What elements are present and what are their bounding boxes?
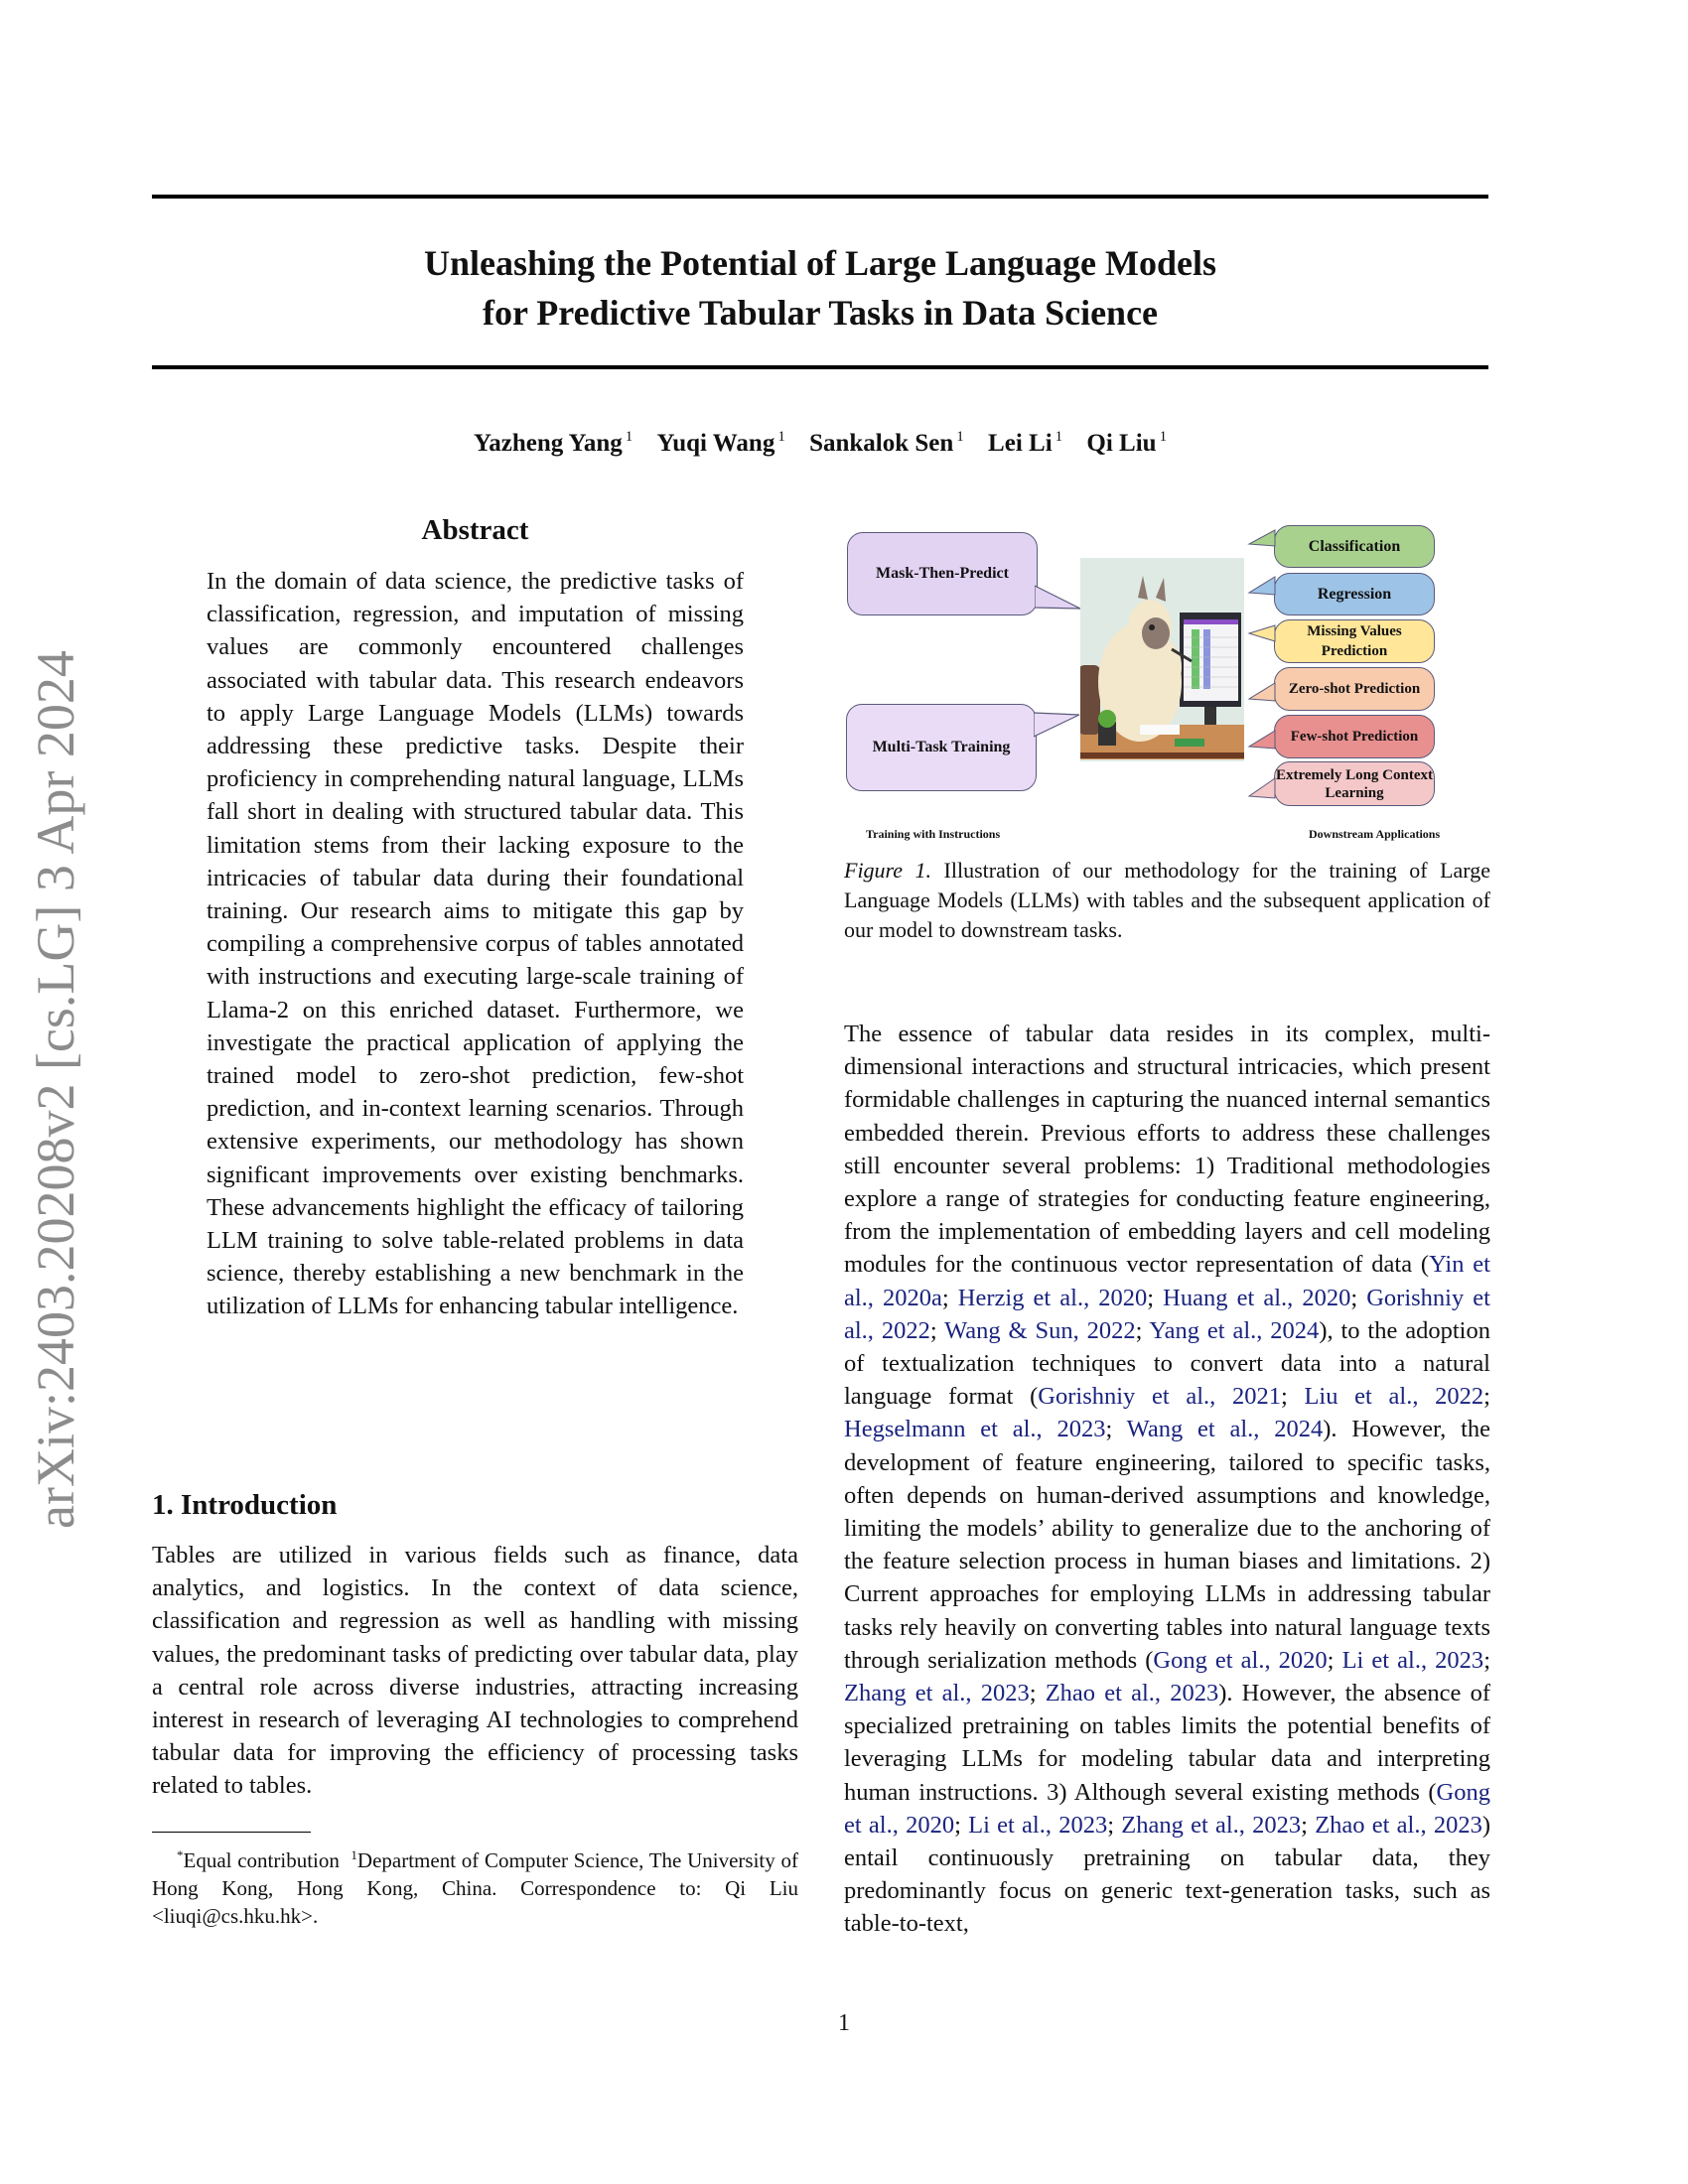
title-rule-top <box>152 195 1488 199</box>
introduction-heading: 1. Introduction <box>152 1489 338 1521</box>
citation-link[interactable]: Li et al., 2023 <box>968 1811 1108 1839</box>
multi-task-training-box: Multi-Task Training <box>846 704 1037 791</box>
abstract-text: In the domain of data science, the predictive tasks of classification, regression, and imputation of missing values are commonly encountered challenges associated with tabular data. This research endeavors to apply Large Language Models (LLMs) towards addressing these predictive tasks. Despite their proficiency in comprehending natural language, LLMs fall short in dealing with structured tabular data. This limitation stems from their lacking exposure to the intricacies of tabular data during their foundational training. Our research aims to mitigate this gap by compiling a comprehensive corpus of tables annotated with instructions and executing large-scale training of Llama-2 on this enriched dataset. Furthermore, we investigate the practical application of applying the trained model to zero-shot prediction, few-shot prediction, and in-context learning scenarios. Through extensive experiments, our methodology has shown significant improvements over existing benchmarks. These advancements highlight the efficacy of tailoring LLM training to solve table-related problems in data science, thereby establishing a new benchmark in the utilization of LLMs for enhancing tabular intelligence. <box>207 568 744 1320</box>
figure-number: Figure 1. <box>844 858 932 883</box>
citation-link[interactable]: Huang et al., 2020 <box>1163 1284 1351 1311</box>
citation-link[interactable]: Gorishniy et al., 2022 <box>844 1284 1490 1344</box>
mask-then-predict-box: Mask-Then-Predict <box>847 532 1038 615</box>
body-text: ; <box>929 1316 945 1344</box>
citation-link[interactable]: Wang & Sun, 2022 <box>944 1316 1136 1344</box>
body-text: ; <box>954 1811 969 1839</box>
citation-link[interactable]: Gorishniy et al., 2021 <box>1038 1383 1281 1411</box>
body-text: ; <box>1350 1284 1367 1311</box>
body-text: ; <box>1105 1416 1127 1443</box>
title-rule-bottom <box>152 365 1488 369</box>
page-number: 1 <box>838 2010 850 2036</box>
body-text: ; <box>1483 1646 1490 1674</box>
downstream-applications-label: Downstream Applications <box>1309 827 1441 841</box>
citation-link[interactable]: Zhang et al., 2023 <box>1121 1811 1302 1839</box>
zero-shot-prediction-box: Zero-shot Prediction <box>1274 667 1435 711</box>
body-text: ; <box>941 1284 958 1311</box>
body-text: ; <box>1147 1284 1164 1311</box>
citation-link[interactable]: Zhang et al., 2023 <box>844 1680 1030 1707</box>
citation-link[interactable]: Gong et al., 2020 <box>1153 1646 1328 1674</box>
body-text: ; <box>1107 1811 1122 1839</box>
bubble-tail-icon <box>1247 772 1277 812</box>
abstract-heading: Abstract <box>421 514 529 546</box>
regression-box: Regression <box>1274 573 1435 615</box>
citation-link[interactable]: Herzig et al., 2020 <box>957 1284 1148 1311</box>
paper-title <box>152 238 1488 338</box>
bubble-tail-icon <box>1247 524 1277 564</box>
citation-link[interactable]: Liu et al., 2022 <box>1304 1383 1484 1411</box>
body-text: ). However, the absence of specialized pretraining on tables limits the potential benefits of leveraging LLMs for modeling tabular data and interpreting human instructions. 3) Although several existing methods ( <box>844 1680 1491 1806</box>
bubble-tail-icon <box>1247 571 1277 611</box>
footnote-rule <box>152 1832 311 1833</box>
bubble-tail-icon <box>1247 723 1277 762</box>
body-text: ; <box>1135 1316 1150 1344</box>
citation-link[interactable]: Hegselmann et al., 2023 <box>844 1416 1106 1443</box>
caption-text: Illustration of our methodology for the training of Large Language Models (LLMs) with tables and the subsequent application of our model to downstream tasks. <box>844 858 1490 942</box>
abstract-section <box>152 514 798 1323</box>
body-text: ; <box>1327 1646 1342 1674</box>
bubble-tail-icon <box>1035 576 1084 615</box>
body-text: ) entail continuously pretraining on tabular data, they predominantly focus on generic text-generation tasks, such as table-to-text, <box>844 1811 1491 1938</box>
citation-link[interactable]: Zhao et al., 2023 <box>1045 1680 1219 1707</box>
body-text: ; <box>1301 1811 1316 1839</box>
bubble-tail-icon <box>1034 705 1083 745</box>
citation-link[interactable]: Li et al., 2023 <box>1341 1646 1484 1674</box>
author: Yazheng Yang $^1$ <box>473 429 633 457</box>
missing-values-prediction-box: Missing Values Prediction <box>1274 619 1435 663</box>
introduction-right-column <box>844 1018 1490 1941</box>
citation-link[interactable]: Wang et al., 2024 <box>1126 1416 1324 1443</box>
body-text: ; <box>1280 1383 1305 1411</box>
title-line-1: Unleashing the Potential of Large Language Models <box>424 243 1216 283</box>
extremely-long-context-learning-box: Extremely Long Context Learning <box>1274 761 1435 806</box>
body-text: ; <box>1029 1680 1046 1707</box>
introduction-paragraph: Tables are utilized in various fields such as finance, data analytics, and logistics. In the context of data science, classification and regression as well as handling with missing values, the predominant tasks of predicting over tabular data, play a central role across diverse industries, attracting increasing interest in research of leveraging AI technologies to comprehend tabular data for improving the efficiency of processing tasks related to tables. <box>152 1542 798 1800</box>
author-list <box>152 429 1488 458</box>
title-line-2: for Predictive Tabular Tasks in Data Science <box>482 293 1159 333</box>
citation-link[interactable]: Yang et al., 2024 <box>1149 1316 1320 1344</box>
body-text: The essence of tabular data resides in its complex, multi-dimensional interactions and structural intricacies, which present formidable challenges in capturing the nuanced internal semantics embedded therein. Previous efforts to address these challenges still encounter several problems: 1) Traditional methodologies explore a range of strategies for conducting feature engineering, from the implementation of embedding layers and cell modeling modules for the continuous vector representation of data ( <box>844 1021 1490 1279</box>
training-with-instructions-label: Training with Instructions <box>866 827 1001 841</box>
body-text: ). However, the development of feature engineering, tailored to specific tasks, often depends on human-derived assumptions and knowledge, limiting the models’ ability to generalize due to the anchoring of the feature selection process in human biases and limitations. 2) Current approaches for employing LLMs in addressing tabular tasks rely heavily on converting tables into natural language texts through serialization methods ( <box>844 1416 1490 1674</box>
citation-link[interactable]: Zhao et al., 2023 <box>1315 1811 1482 1839</box>
bubble-tail-icon <box>1247 619 1277 659</box>
bubble-tail-icon <box>1247 675 1277 715</box>
body-text: ), to the adoption of textualization techniques to convert data into a natural language format ( <box>844 1316 1490 1411</box>
body-text: ; <box>1483 1383 1490 1411</box>
llama-at-desk-icon <box>1080 558 1244 761</box>
footnote: *Equal contribution $^1$Department of Computer Science, The University of Hong Kong, Hong Kong, China. Correspondence to: Qi Liu <liuqi@cs.hku.hk>. <box>152 1847 798 1928</box>
author: Qi Liu $^1$ <box>1086 429 1168 457</box>
author: Sankalok Sen $^1$ <box>809 429 964 457</box>
author: Lei Li $^1$ <box>988 429 1063 457</box>
figure-1 <box>844 516 1509 844</box>
classification-box: Classification <box>1274 525 1435 568</box>
few-shot-prediction-box: Few-shot Prediction <box>1274 715 1435 758</box>
citation-link[interactable]: Yin et al., 2020a <box>844 1251 1490 1311</box>
figure-caption <box>844 856 1490 945</box>
author: Yuqi Wang $^1$ <box>656 429 785 457</box>
citation-link[interactable]: Gong et al., 2020 <box>844 1778 1490 1839</box>
llama-illustration <box>1080 558 1244 761</box>
arxiv-stamp: arXiv:2403.20208v2 [cs.LG] 3 Apr 2024 <box>26 650 85 1529</box>
